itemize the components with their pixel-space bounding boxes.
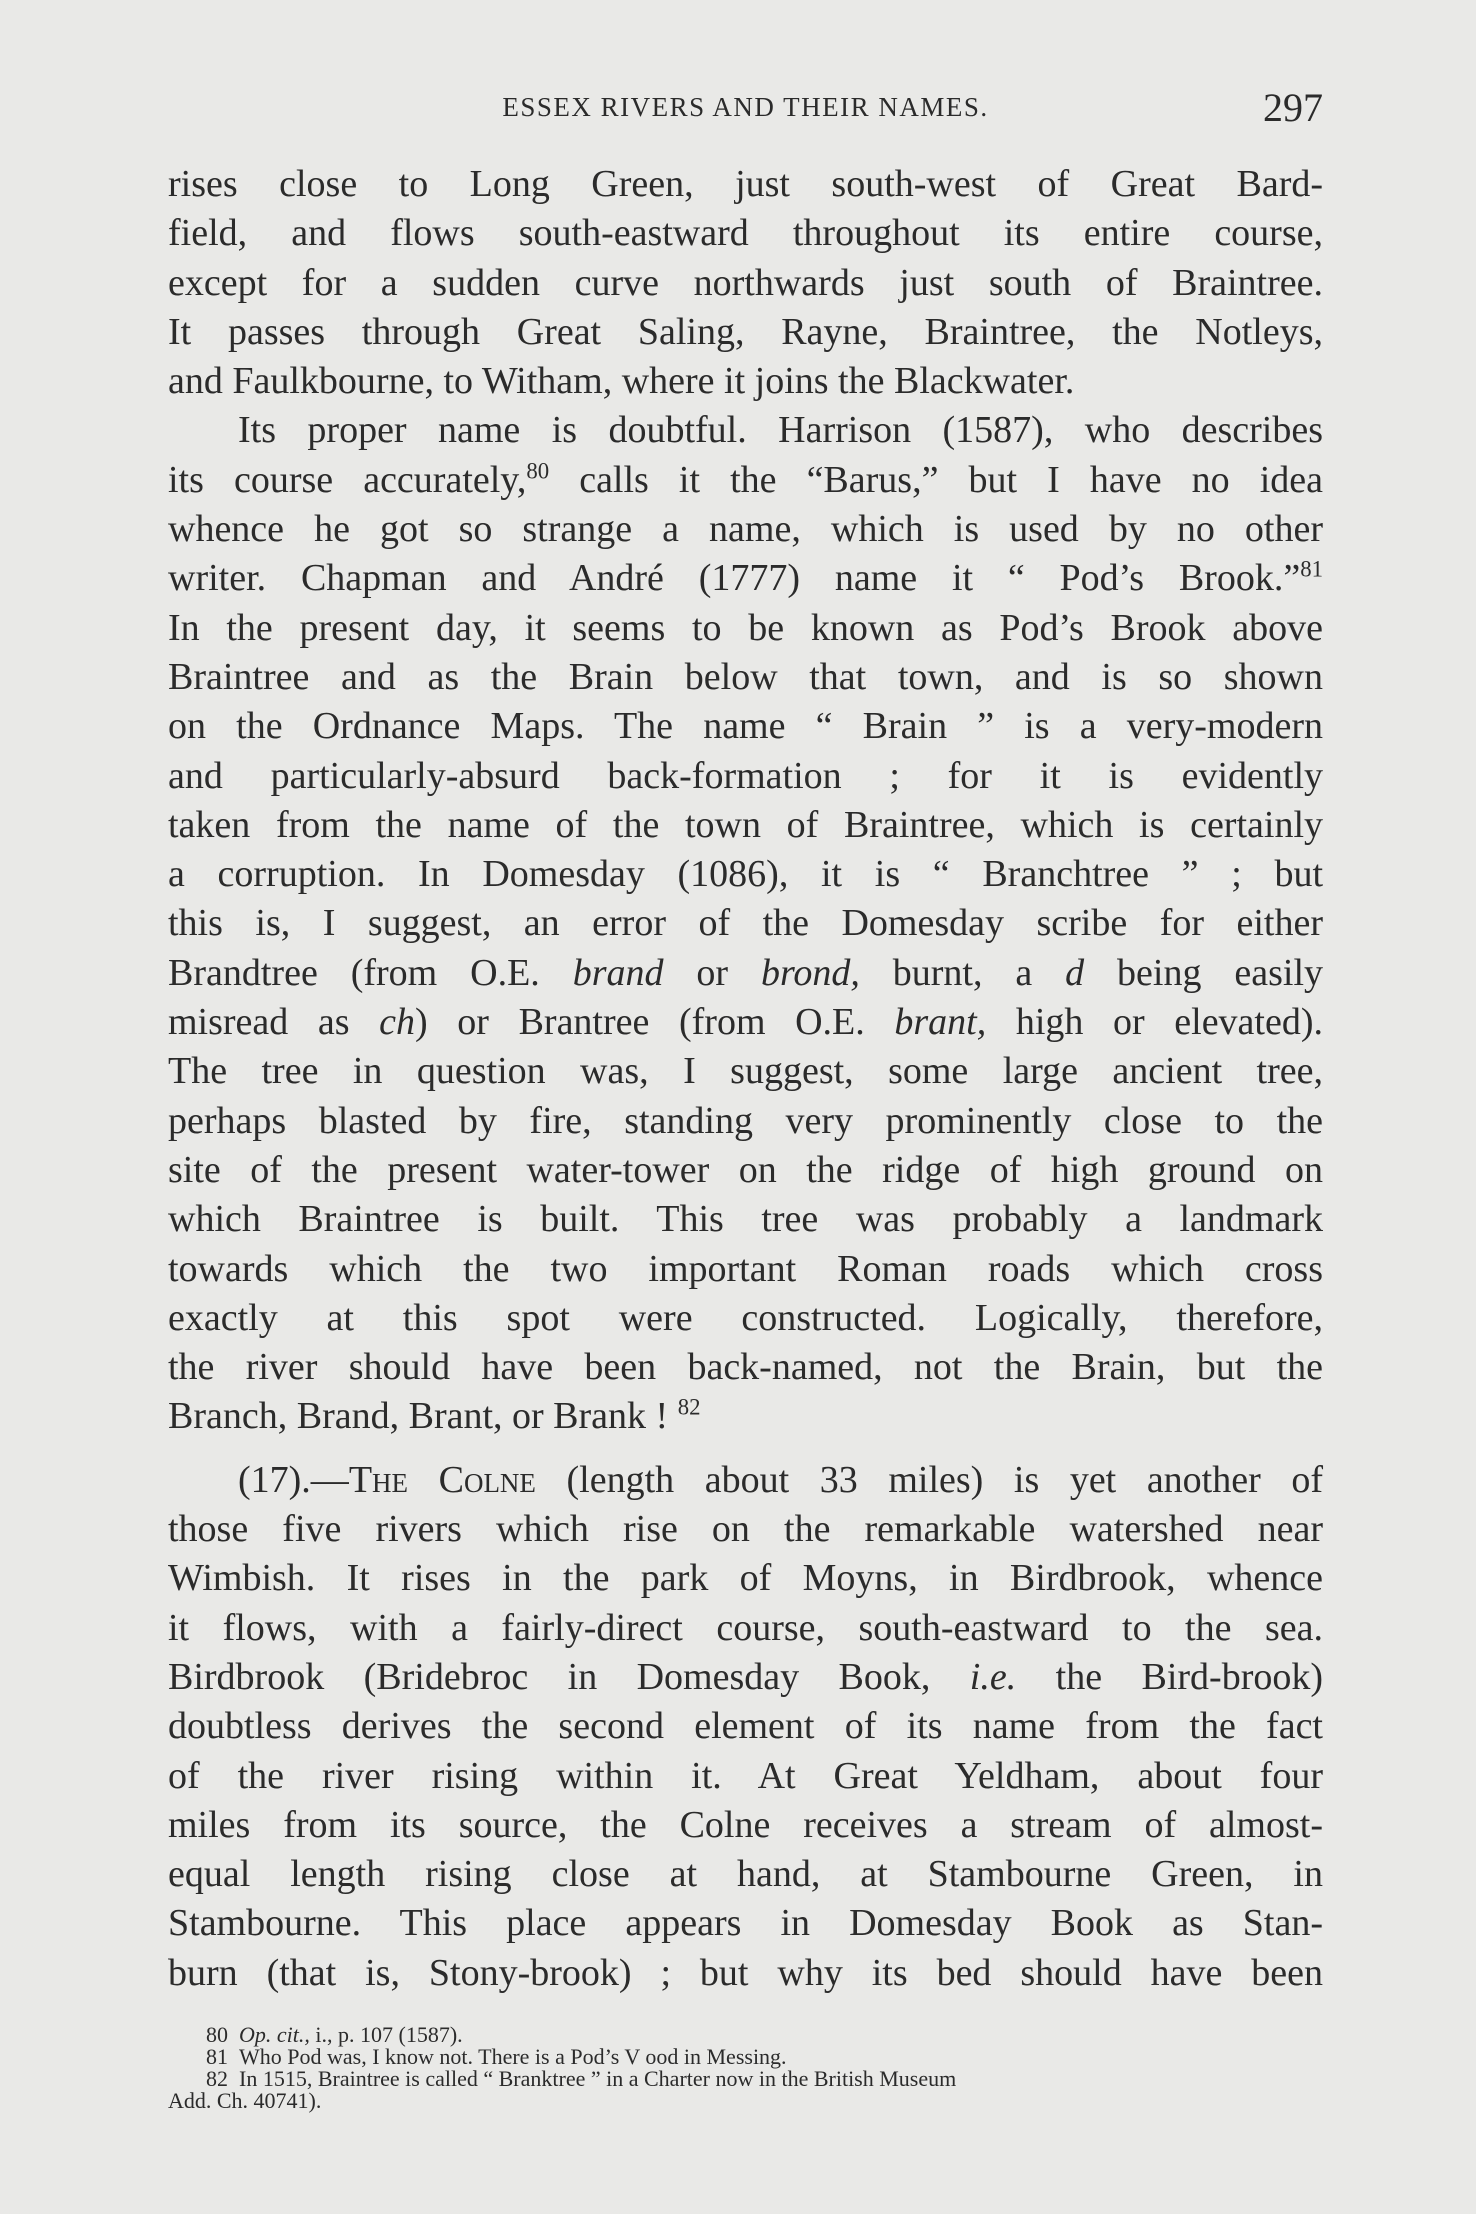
text-line: the river should have been back-named, not the Brain, but the	[168, 1346, 1323, 1389]
text-line: Braintree and as the Brain below that town, and is so shown	[168, 655, 1323, 698]
text-line: which Braintree is built. This tree was probably a landmark	[168, 1198, 1323, 1241]
text-line: In the present day, it seems to be known as Pod’s Brook above	[168, 606, 1323, 649]
text-line: Wimbish. It rises in the park of Moyns, in Birdbrook, whence	[168, 1557, 1323, 1600]
text-line: doubtless derives the second element of its name from the fact	[168, 1705, 1323, 1748]
footnotes	[168, 2024, 1323, 2112]
text-line: except for a sudden curve northwards just south of Braintree.	[168, 261, 1323, 304]
text-line: equal length rising close at hand, at Stambourne Green, in	[168, 1853, 1323, 1896]
text-line: those five rivers which rise on the remarkable watershed near	[168, 1508, 1323, 1551]
footnote: 82 In 1515, Braintree is called “ Branktree ” in a Charter now in the British Museum	[206, 2066, 957, 2091]
running-title: ESSEX RIVERS AND THEIR NAMES.	[502, 92, 989, 122]
text-line: on the Ordnance Maps. The name “ Brain ” is a very-modern	[168, 705, 1323, 748]
text-line: Birdbrook (Bridebroc in Domesday Book, i.e. the Bird-brook)	[168, 1655, 1324, 1698]
text-line: exactly at this spot were constructed. Logically, therefore,	[168, 1296, 1323, 1339]
footnote-number: 82	[206, 2066, 228, 2091]
footnote-ref: 81	[1300, 556, 1323, 582]
text-line: a corruption. In Domesday (1086), it is “ Branchtree ” ; but	[168, 853, 1323, 896]
text-line: burn (that is, Stony-brook) ; but why its bed should have been	[168, 1951, 1323, 1994]
text-line: misread as ch) or Brantree (from O.E. brant, high or elevated).	[168, 1001, 1323, 1044]
text-line: Brandtree (from O.E. brand or brond, burnt, a d being easily	[168, 951, 1324, 994]
text-line: site of the present water-tower on the ridge of high ground on	[168, 1148, 1323, 1191]
text-line: and Faulkbourne, to Witham, where it joins the Blackwater.	[168, 360, 1075, 403]
text-line: It passes through Great Saling, Rayne, Braintree, the Notleys,	[168, 310, 1323, 353]
text-line: perhaps blasted by fire, standing very prominently close to the	[168, 1099, 1323, 1142]
text-line: Branch, Brand, Brant, or Brank ! $^{82}$	[168, 1394, 701, 1438]
footnote-number: 80	[206, 2022, 228, 2047]
footnote: 81 Who Pod was, I know not. There is a Pod’s V ood in Messing.	[206, 2044, 787, 2069]
text-line: miles from its source, the Colne receives a stream of almost-	[168, 1803, 1323, 1846]
text-line: writer. Chapman and André (1777) name it “ Pod’s Brook.”$^{81}$	[168, 556, 1323, 600]
page-header	[168, 85, 1323, 138]
text-line: its course accurately,$^{80}$ calls it the “Barus,” but I have no idea	[168, 458, 1323, 501]
text-line: whence he got so strange a name, which is used by no other	[168, 508, 1323, 551]
text-line: of the river rising within it. At Great Yeldham, about four	[168, 1754, 1323, 1797]
text-line: The tree in question was, I suggest, some large ancient tree,	[168, 1050, 1323, 1093]
footnote: 80 Op. cit., i., p. 107 (1587).	[206, 2022, 463, 2047]
text-line: field, and flows south-eastward throughout its entire course,	[168, 212, 1323, 255]
text-line: Stambourne. This place appears in Domesday Book as Stan-	[168, 1902, 1323, 1945]
paragraph-gap	[168, 1442, 1323, 1456]
page-number: 297	[1263, 85, 1323, 130]
text-line: it flows, with a fairly-direct course, south-eastward to the sea.	[168, 1606, 1323, 1649]
body-text	[168, 160, 1323, 1998]
section-heading: The Colne	[348, 1458, 536, 1501]
text-line: taken from the name of the town of Braintree, which is certainly	[168, 803, 1323, 846]
text-line: Its proper name is doubtful. Harrison (1587), who describes	[238, 409, 1323, 452]
footnote-ref: 82	[677, 1394, 701, 1420]
footnote-continuation: Add. Ch. 40741).	[168, 2088, 322, 2113]
text-line: rises close to Long Green, just south-west of Great Bard-	[168, 163, 1323, 205]
text-line: this is, I suggest, an error of the Domesday scribe for either	[168, 902, 1323, 945]
footnote-number: 81	[206, 2044, 228, 2069]
text-line: and particularly-absurd back-formation ; for it is evidently	[168, 754, 1323, 797]
text-line: (17).—The Colne (length about 33 miles) is yet another of	[238, 1458, 1323, 1501]
text-line: towards which the two important Roman roads which cross	[168, 1247, 1323, 1290]
footnote-ref: 80	[526, 458, 550, 484]
